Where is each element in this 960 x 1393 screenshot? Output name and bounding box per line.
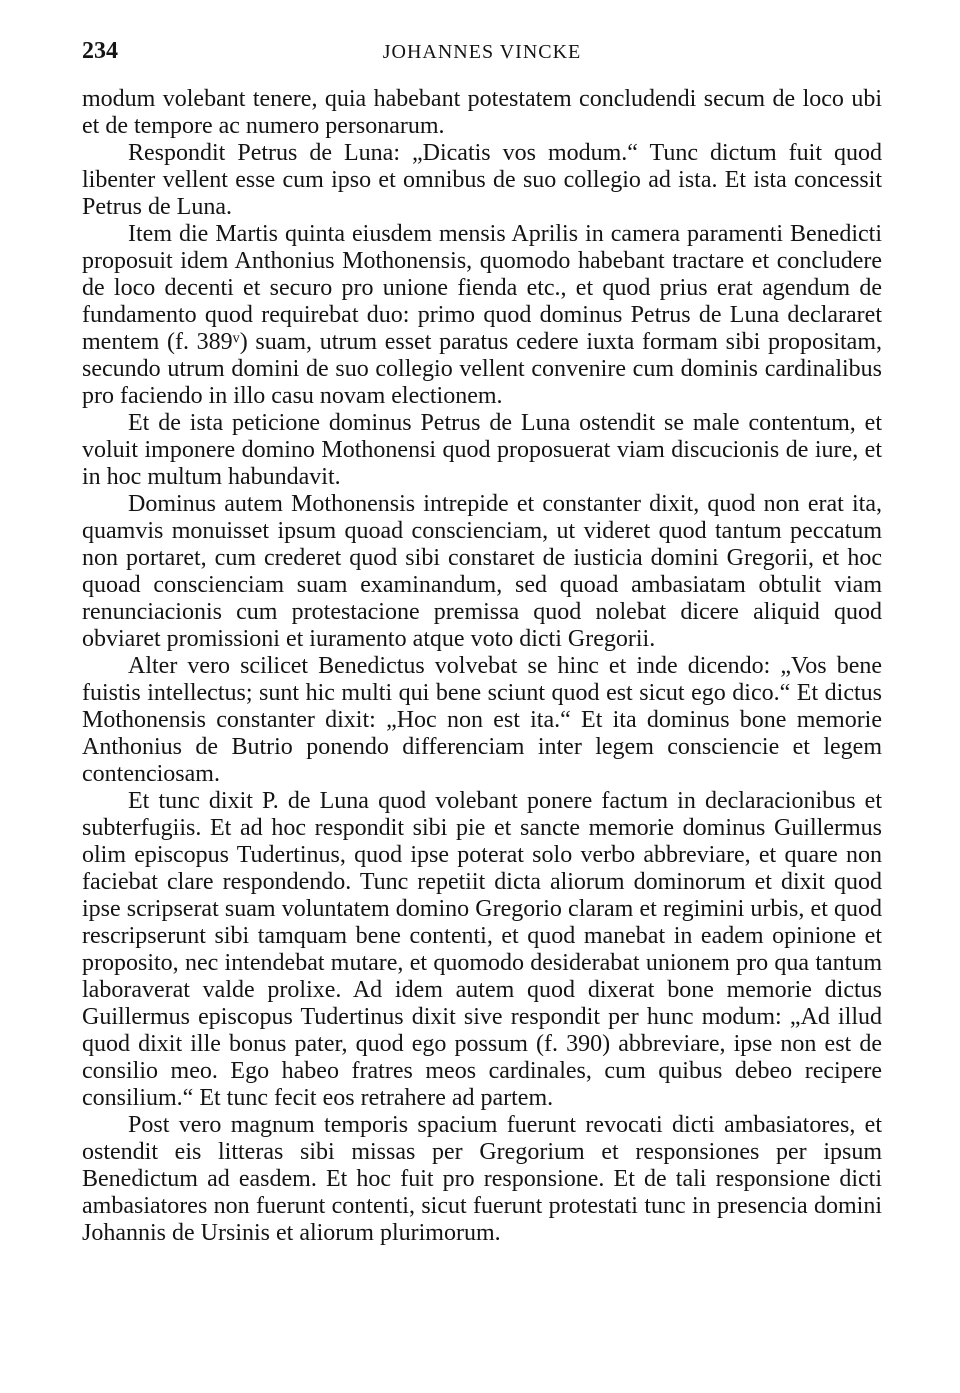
paragraph: Et de ista peticione dominus Petrus de Luna ostendit se male contentum, et voluit imponere domino Mothonensi quod proposuerat viam discucionis de iure, et in hoc multum habundavit. <box>82 410 882 490</box>
running-head: JOHANNES VINCKE <box>382 41 582 63</box>
paragraph: Post vero magnum temporis spacium fuerunt revocati dicti ambasiatores, et ostendit eis litteras sibi missas per Gregorium et responsiones per ipsum Benedictum ad easdem. Et hoc fuit pro responsione. Et de tali responsione dicti ambasiatores non fuerunt contenti, sicut fuerunt protestati tunc in presencia domini Johannis de Ursinis et aliorum plurimorum. <box>82 1112 882 1246</box>
body-text <box>82 86 882 1247</box>
paragraph: Alter vero scilicet Benedictus volvebat se hinc et inde dicendo: „Vos bene fuistis intellectus; sunt hic multi qui bene sciunt quod est sicut ego dico.“ Et dictus Mothonensis constanter dixit: „Hoc non est ita.“ Et ita dominus bone memorie Anthonius de Butrio ponendo differenciam inter legem consciencie et legem contenciosam. <box>82 653 882 787</box>
page-header <box>82 36 882 66</box>
paragraph: Et tunc dixit P. de Luna quod volebant ponere factum in declaracionibus et subterfugiis. Et ad hoc respondit sibi pie et sancte memorie dominus Guillermus olim episcopus Tudertinus, quod ipse poterat solo verbo abbreviare, et quare non faciebat clare respondendo. Tunc repetiit dicta aliorum dominorum et dixit quod ipse scripserat suam voluntatem domino Gregorio claram et regimini urbis, et quod rescripserunt sibi tamquam bene contenti, et quod manebat in eadem opinione et proposito, nec intendebat mutare, et quomodo desiderabat unionem pro qua tantum laboraverat valde prolixe. Ad idem autem quod dixerat bone memorie dictus Guillermus episcopus Tudertinus dixit sive respondit per hunc modum: „Ad illud quod dixit ille bonus pater, quod ego possum (f. 390) abbreviare, ipse non est de consilio meo. Ego habeo fratres meos cardinales, cum quibus debeo recipere consilium.“ Et tunc fecit eos retrahere ad partem. <box>82 788 882 1111</box>
paragraph: Respondit Petrus de Luna: „Dicatis vos modum.“ Tunc dictum fuit quod libenter vellent esse cum ipso et omnibus de suo collegio ad ista. Et ista concessit Petrus de Luna. <box>82 140 882 220</box>
paragraph-continuation: modum volebant tenere, quia habebant potestatem concludendi secum de loco ubi et de tempore ac numero personarum. <box>82 86 882 139</box>
page-number: 234 <box>82 38 118 64</box>
paragraph: Dominus autem Mothonensis intrepide et constanter dixit, quod non erat ita, quamvis monuisset ipsum quoad conscienciam, ut videret quod tantum peccatum non portaret, cum crederet quod sibi constaret de iusticia domini Gregorii, et hoc quoad conscienciam suam examinandum, sed quoad ambasiatam obtulit viam renunciacionis cum protestacione premissa quod nolebat dicere aliquid quod obviaret promissioni et iuramento atque voto dicti Gregorii. <box>82 491 882 652</box>
paragraph: Item die Martis quinta eiusdem mensis Aprilis in camera paramenti Benedicti proposuit idem Anthonius Mothonensis, quomodo habebant tractare et concludere de loco decenti et securo pro unione fienda etc., et quod prius erat agendum de fundamento quod requirebat duo: primo quod dominus Petrus de Luna declararet mentem (f. 389ᵛ) suam, utrum esset paratus cedere iuxta formam sibi propositam, secundo utrum domini de suo collegio vellent convenire cum dominis cardinalibus pro faciendo in illo casu novam electionem. <box>82 221 882 409</box>
